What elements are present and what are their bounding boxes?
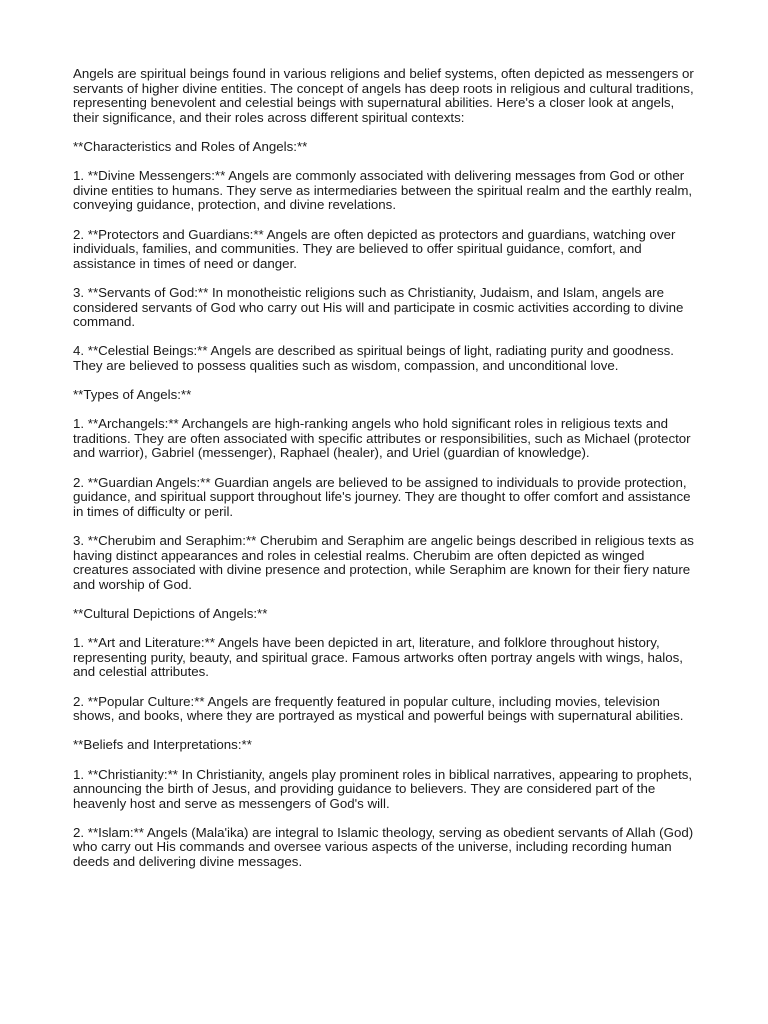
section-heading-characteristics: **Characteristics and Roles of Angels:** (73, 138, 308, 154)
list-item-divine-messengers: 1. **Divine Messengers:** Angels are commonly associated with delivering messages from God or other divine entities to humans. They serve as intermediaries between the spiritual realm and the earthly realm, conveying guidance, protection, and divine revelations. (73, 168, 693, 213)
document-page (73, 67, 701, 884)
list-item-islam: 2. **Islam:** Angels (Mala'ika) are integral to Islamic theology, serving as obedient servants of Allah (God) who carry out His commands and oversee various aspects of the universe, including recording human deeds and delivering divine messages. (73, 824, 694, 870)
intro-paragraph: Angels are spiritual beings found in various religions and belief systems, often depicted as messengers or servants of higher divine entities. The concept of angels has deep roots in religious and cultural traditions, representing benevolent and celestial beings with supernatural abilities. Here's a closer look at angels, their significance, and their roles across different spiritual contexts: (73, 66, 694, 125)
list-item-popular-culture: 2. **Popular Culture:** Angels are frequently featured in popular culture, including movies, television shows, and books, where they are portrayed as mystical and powerful beings with supernatural abilities. (73, 693, 684, 724)
list-item-protectors-guardians: 2. **Protectors and Guardians:** Angels are often depicted as protectors and guardians, watching over individuals, families, and communities. They are believed to offer spiritual guidance, comfort, and assistance in times of need or danger. (73, 226, 676, 271)
section-heading-types: **Types of Angels:** (73, 387, 192, 403)
list-item-cherubim-seraphim: 3. **Cherubim and Seraphim:** Cherubim and Seraphim are angelic beings described in religious texts as having distinct appearances and roles in celestial realms. Cherubim are often depicted as winged creatures associated with divine presence and protection, while Seraphim are known for their fiery nature and worship of God. (73, 533, 694, 592)
list-item-servants-of-god: 3. **Servants of God:** In monotheistic religions such as Christianity, Judaism, and Islam, angels are considered servants of God who carry out His will and participate in cosmic activities according to divine command. (73, 284, 684, 330)
list-item-archangels: 1. **Archangels:** Archangels are high-ranking angels who hold significant roles in religious texts and traditions. They are often associated with specific attributes or responsibilities, such as Michael (protector and warrior), Gabriel (messenger), Raphael (healer), and Uriel (guardian of knowledge). (73, 416, 691, 461)
section-heading-beliefs: **Beliefs and Interpretations:** (73, 737, 252, 753)
list-item-christianity: 1. **Christianity:** In Christianity, angels play prominent roles in biblical narratives, appearing to prophets, announcing the birth of Jesus, and providing guidance to believers. They are considered part of the heavenly host and serve as messengers of God's will. (73, 766, 693, 811)
list-item-art-literature: 1. **Art and Literature:** Angels have been depicted in art, literature, and folklore throughout history, representing purity, beauty, and spiritual grace. Famous artworks often portray angels with wings, halos, and celestial attributes. (73, 635, 683, 680)
section-heading-cultural-depictions: **Cultural Depictions of Angels:** (73, 605, 268, 621)
list-item-celestial-beings: 4. **Celestial Beings:** Angels are described as spiritual beings of light, radiating purity and goodness. They are believed to possess qualities such as wisdom, compassion, and unconditional love. (73, 343, 674, 373)
list-item-guardian-angels: 2. **Guardian Angels:** Guardian angels are believed to be assigned to individuals to provide protection, guidance, and spiritual support throughout life's journey. They are thought to offer comfort and assistance in times of difficulty or peril. (73, 474, 691, 519)
